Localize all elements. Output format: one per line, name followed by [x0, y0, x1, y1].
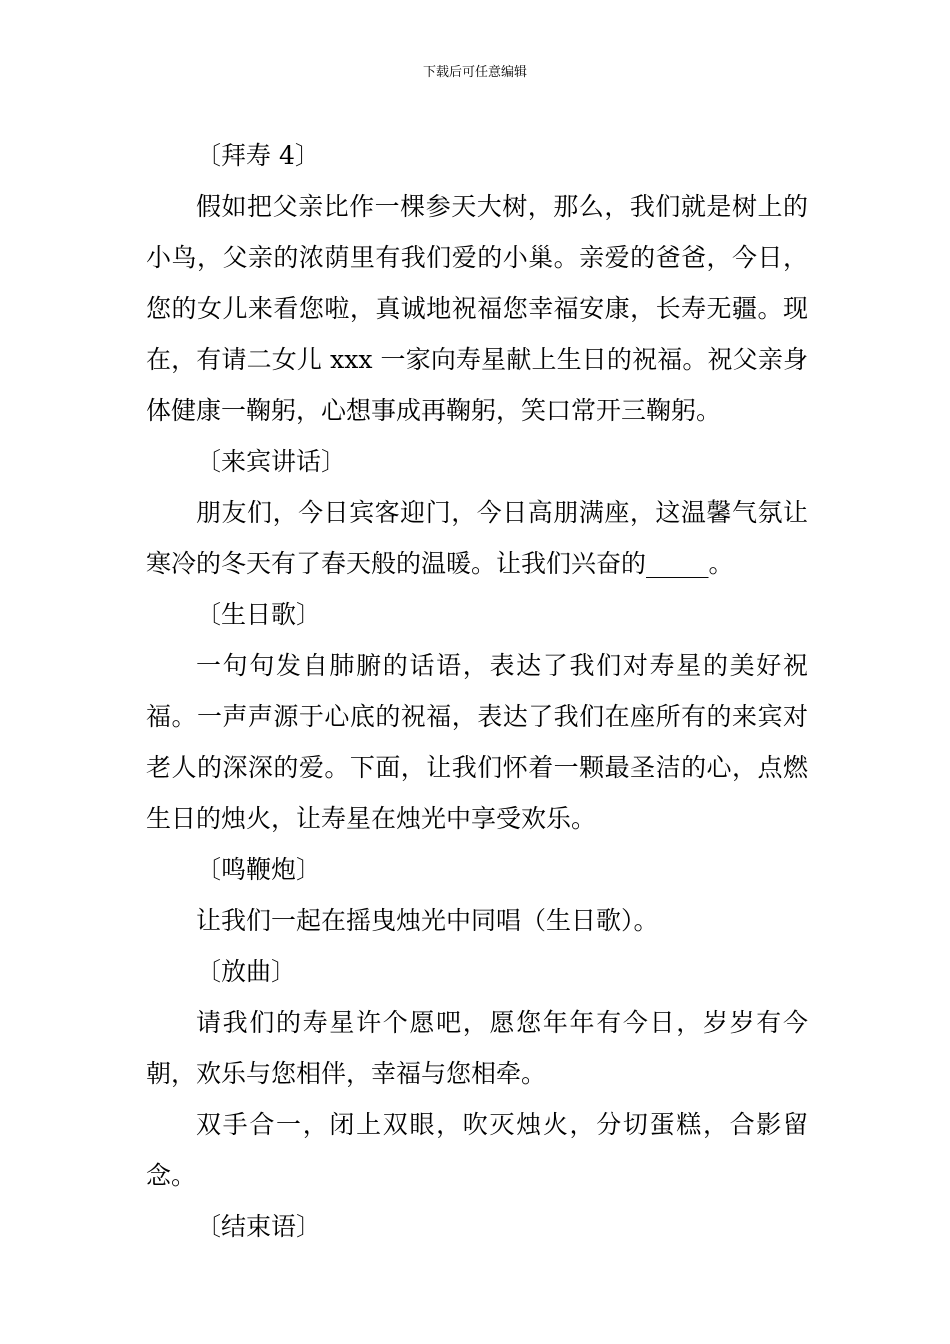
page-header: 下载后可任意编辑 — [422, 65, 527, 80]
section-heading-birthday-song: 〔生日歌〕 — [196, 600, 322, 629]
section-heading-guest-speech: 〔来宾讲话〕 — [196, 447, 347, 476]
paragraph-blow-candles: 双手合一，闭上双眼，吹灭烛火，分切蛋糕，合影留念。 — [146, 1110, 808, 1190]
section-heading-play-music: 〔放曲〕 — [196, 957, 297, 986]
paragraph-father-tree: 假如把父亲比作一棵参天大树，那么，我们就是树上的小鸟，父亲的浓荫里有我们爱的小巢。亲爱的爸爸，今日，您的女儿来看您啦，真诚地祝福您幸福安康，长寿无疆。现在，有请二女儿 xxx 一家向寿星献上生日的祝福。祝父亲身体健康一鞠躬，心想事成再鞠躬，笑口常开三鞠躬。 — [146, 192, 808, 425]
section-heading-firecrackers: 〔鸣鞭炮〕 — [196, 855, 322, 884]
section-heading-closing: 〔结束语〕 — [196, 1212, 322, 1241]
paragraph-sing-together: 让我们一起在摇曳烛光中同唱（生日歌）。 — [196, 906, 659, 935]
paragraph-make-a-wish: 请我们的寿星许个愿吧，愿您年年有今日，岁岁有今朝，欢乐与您相伴，幸福与您相牵。 — [146, 1008, 808, 1088]
section-heading-birthday-bow: 〔拜寿 4〕 — [196, 141, 320, 170]
paragraph-friends-welcome: 朋友们，今日宾客迎门，今日高朋满座，这温馨气氛让寒冷的冬天有了春天般的温暖。让我们兴奋的_____。 — [146, 498, 808, 578]
document-body — [146, 130, 808, 1252]
paragraph-heartfelt-wishes: 一句句发自肺腑的话语，表达了我们对寿星的美好祝福。一声声源于心底的祝福，表达了我们在座所有的来宾对老人的深深的爱。下面，让我们怀着一颗最圣洁的心，点燃生日的烛火，让寿星在烛光中享受欢乐。 — [146, 651, 808, 833]
